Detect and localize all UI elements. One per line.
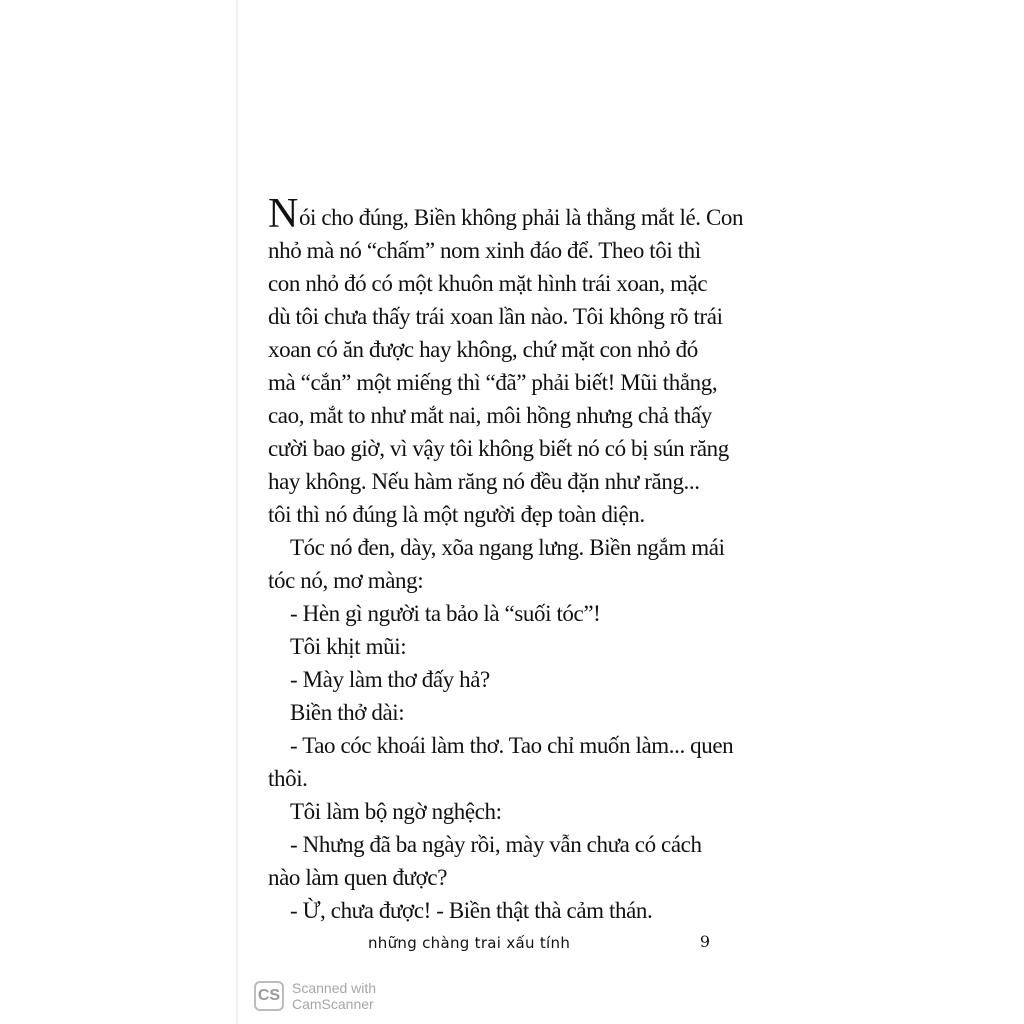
paragraph-2-line: tóc nó, mơ màng:: [268, 568, 424, 593]
paragraph-1: [268, 191, 744, 531]
page-footer: [268, 932, 724, 962]
paragraph-2-line: Tóc nó đen, dày, xõa ngang lưng. Biền ngắm mái: [290, 535, 725, 560]
page-body: [268, 191, 744, 927]
dialogue-line-5: [268, 729, 734, 795]
watermark-text: [292, 980, 376, 1012]
dialogue-line-6: [268, 795, 724, 828]
dialogue-text: Biền thở dài:: [290, 700, 405, 725]
dialogue-line-1: [268, 597, 724, 630]
dialogue-text: - Nhưng đã ba ngày rồi, mày vẫn chưa có cách: [290, 832, 702, 857]
dialogue-text: - Tao cóc khoái làm thơ. Tao chỉ muốn làm... quen: [290, 733, 734, 758]
paragraph-1-line: cười bao giờ, vì vậy tôi không biết nó có bị sún răng: [268, 436, 729, 461]
dialogue-text: Tôi làm bộ ngờ nghệch:: [290, 799, 502, 824]
paragraph-1-line: cao, mắt to như mắt nai, môi hồng nhưng chả thấy: [268, 403, 712, 428]
paragraph-1-line: nhỏ mà nó “chấm” nom xinh đáo để. Theo tôi thì: [268, 238, 701, 263]
dialogue-text: thôi.: [268, 766, 308, 791]
paragraph-1-line: con nhỏ đó có một khuôn mặt hình trái xoan, mặc: [268, 271, 708, 296]
dialogue-text: nào làm quen được?: [268, 865, 448, 890]
dialogue-text: - Hèn gì người ta bảo là “suối tóc”!: [290, 601, 601, 626]
dialogue-line-7: [268, 828, 724, 894]
dialogue-line-2: [268, 630, 724, 663]
dialogue-text: Tôi khịt mũi:: [290, 634, 407, 659]
dialogue-text: - Mày làm thơ đấy hả?: [290, 667, 490, 692]
page-number: 9: [699, 932, 710, 951]
camscanner-logo-icon: CS: [254, 981, 284, 1011]
paragraph-1-line: mà “cắn” một miếng thì “đã” phải biết! Mũi thẳng,: [268, 370, 718, 395]
paragraph-1-line: hay không. Nếu hàm răng nó đều đặn như răng...: [268, 469, 700, 494]
paragraph-1-line: xoan có ăn được hay không, chứ mặt con nhỏ đó: [268, 337, 698, 362]
watermark-line-2: CamScanner: [292, 996, 374, 1012]
watermark-line-1: Scanned with: [292, 980, 377, 996]
dialogue-line-4: [268, 696, 724, 729]
dialogue-line-8: [268, 894, 724, 927]
paragraph-1-line-0-text: ói cho đúng, Biền không phải là thằng mắt lé. Con: [298, 205, 744, 230]
paragraph-2: [268, 531, 724, 597]
dialogue-text: - Ừ, chưa được! - Biền thật thà cảm thán.: [290, 898, 653, 923]
running-title: những chàng trai xấu tính: [368, 934, 571, 952]
page-edge: [236, 0, 238, 1024]
dialogue-line-3: [268, 663, 724, 696]
drop-cap: N: [268, 191, 298, 237]
paragraph-1-line: tôi thì nó đúng là một người đẹp toàn diện.: [268, 502, 645, 527]
paragraph-1-line: dù tôi chưa thấy trái xoan lần nào. Tôi không rõ trái: [268, 304, 723, 329]
camscanner-watermark: [254, 978, 376, 1014]
paragraph-1-line-0: [268, 191, 744, 237]
